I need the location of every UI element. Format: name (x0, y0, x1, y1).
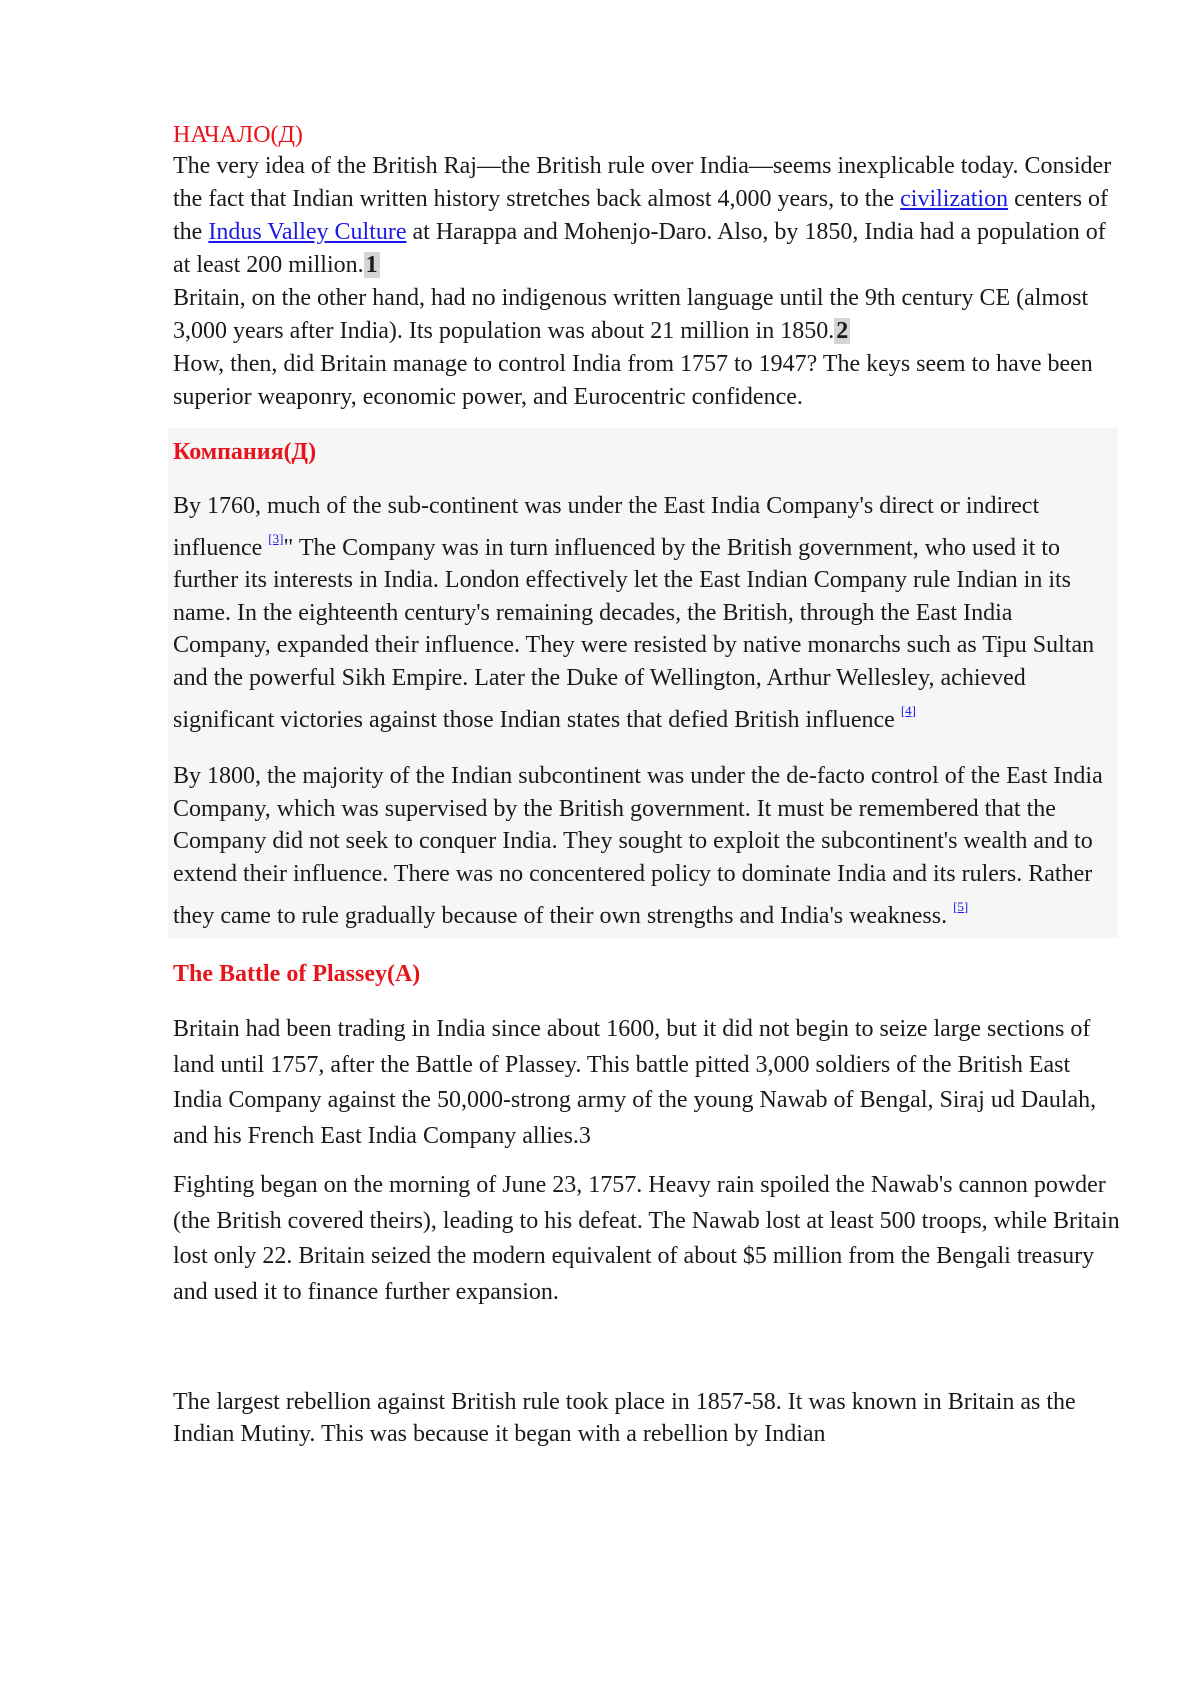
footnote-marker-1[interactable]: 1 (365, 252, 378, 278)
reference-link-3[interactable]: [3] (268, 530, 284, 546)
section-heading-start: НАЧАЛО(Д) (173, 122, 303, 148)
company-p1-text-a: By 1760, much of the sub-continent was under the East India Company's direct or indirect influence (173, 493, 1040, 561)
reference-link-4[interactable]: [4] (900, 702, 916, 718)
plassey-paragraph-2: Fighting began on the morning of June 23, 1757. Heavy rain spoiled the Nawab's cannon powder (the British covered theirs), leading to his defeat. The Nawab lost at least 500 troops, while Britain lost only 22. Britain seized the modern equivalent of about $5 million from the Bengali treasury and used it to finance further expansion. (173, 1172, 1120, 1305)
reference-link-5[interactable]: [5] (953, 898, 969, 914)
company-heading: Компания(Д) (173, 439, 317, 465)
blank-space (173, 1324, 1120, 1386)
company-paragraph-1 (173, 490, 1113, 736)
company-section (168, 428, 1118, 938)
intro-text-1: The very idea of the British Raj—the British rule over India—seems inexplicable today. Consider the fact that Indian written history stretches back almost 4,000 years, to the (173, 153, 1112, 212)
rebellion-paragraph: The largest rebellion against British rule took place in 1857-58. It was known in Britain as the Indian Mutiny. This was because it began with a rebellion by Indian (173, 1389, 1076, 1448)
intro-text-5: How, then, did Britain manage to control India from 1757 to 1947? The keys seem to have been superior weaponry, economic power, and Eurocentric confidence. (173, 351, 1093, 410)
company-p1-text-b: " The Company was in turn influenced by the British government, who used it to further its interests in India. London effectively let the East Indian Company rule Indian in its name. In the eighteenth century's remaining decades, the British, through the East India Company, expanded their influence. They were resisted by native monarchs such as Tipu Sultan and the powerful Sikh Empire. Later the Duke of Wellington, Arthur Wellesley, achieved significant victories against those Indian states that defied British influence (173, 534, 1095, 733)
company-paragraph-2 (173, 760, 1113, 932)
company-p2-text: By 1800, the majority of the Indian subcontinent was under the de-facto control of the East India Company, which was supervised by the British government. It must be remembered that the Company did not seek to conquer India. They sought to exploit the subcontinent's wealth and to extend their influence. There was no concentered policy to dominate India and its rulers. Rather they came to rule gradually because of their own strengths and India's weakness. (173, 763, 1103, 929)
plassey-paragraph-1: Britain had been trading in India since about 1600, but it did not begin to seize large sections of land until 1757, after the Battle of Plassey. This battle pitted 3,000 soldiers of the British East India Company against the 50,000-strong army of the young Nawab of Bengal, Siraj ud Daulah, and his French East India Company allies.3 (173, 1016, 1097, 1149)
intro-paragraph (173, 150, 1120, 414)
plassey-heading: The Battle of Plassey(A) (173, 961, 421, 988)
indus-valley-culture-link[interactable]: Indus Valley Culture (208, 219, 407, 245)
footnote-marker-2[interactable]: 2 (836, 318, 849, 344)
intro-text-3: at Harappa and Mohenjo-Daro. Also, by 1850, India had a population of at least 200 million. (173, 219, 1106, 278)
intro-text-4: Britain, on the other hand, had no indigenous written language until the 9th century CE (almost 3,000 years after India). Its population was about 21 million in 1850. (173, 285, 1089, 344)
civilization-link[interactable]: civilization (900, 186, 1009, 212)
intro-text-2: centers of the (173, 186, 1109, 245)
